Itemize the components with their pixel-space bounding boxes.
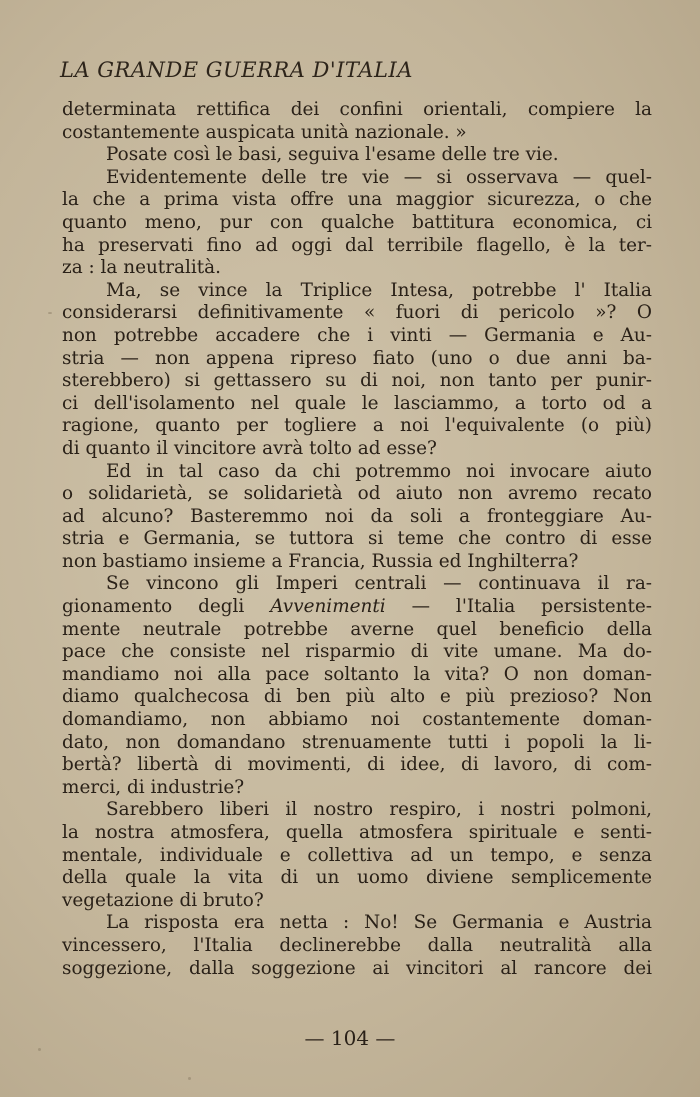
- page-number: — 104 —: [304, 1026, 396, 1050]
- text-line: La risposta era netta : No! Se Germania e Austria: [106, 912, 652, 934]
- text-line: diamo qualchecosa di ben più alto e più prezioso? Non: [62, 686, 652, 708]
- text-line: della quale la vita di un uomo diviene semplicemente: [62, 867, 652, 889]
- text-line: mente neutrale potrebbe averne quel beneficio della: [62, 618, 652, 640]
- text-line: ci dell'isolamento nel quale le lasciammo, a torto od a: [62, 392, 652, 414]
- text-line: considerarsi definitivamente « fuori di pericolo »? O: [62, 302, 652, 324]
- text-line: vincessero, l'Italia declinerebbe dalla neutralità alla: [62, 934, 652, 956]
- text-line: costantemente auspicata unità nazionale. »: [62, 121, 467, 143]
- body-text: [62, 99, 652, 980]
- text-line: domandiamo, non abbiamo noi costantemente doman-: [62, 709, 652, 731]
- text-line: mandiamo noi alla pace soltanto la vita? O non doman-: [62, 663, 652, 685]
- text-line: ad alcuno? Basteremmo noi da soli a fronteggiare Au-: [62, 505, 652, 527]
- text-line: Evidentemente delle tre vie — si osservava — quel-: [106, 166, 652, 188]
- text-line: pace che consiste nel risparmio di vite umane. Ma do-: [62, 641, 652, 663]
- text-line: bertà? libertà di movimenti, di idee, di lavoro, di com-: [62, 754, 652, 776]
- text-line: non potrebbe accadere che i vinti — Germania e Au-: [62, 324, 652, 346]
- text-line: di quanto il vincitore avrà tolto ad esse?: [62, 437, 437, 459]
- page-speck: [48, 312, 52, 314]
- text-line: la nostra atmosfera, quella atmosfera spirituale e senti-: [62, 822, 652, 843]
- text-line: ha preservati fino ad oggi dal terribile flagello, è la ter-: [62, 234, 652, 256]
- text-line: Se vincono gli Imperi centrali — continuava il ra-: [106, 573, 652, 595]
- text-line: vegetazione di bruto?: [62, 889, 264, 911]
- text-line: stria — non appena ripreso fiato (uno o due anni ba-: [62, 347, 652, 369]
- text-line: merci, di industrie?: [62, 776, 245, 798]
- text-line: o solidarietà, se solidarietà od aiuto non avremo recato: [62, 483, 652, 505]
- text-line: la che a prima vista offre una maggior sicurezza, o che: [62, 189, 652, 211]
- text-line: dato, non domandano strenuamente tutti i popoli la li-: [62, 731, 652, 753]
- text-line: ragione, quanto per togliere a noi l'equivalente (o più): [62, 415, 652, 437]
- text-line: sterebbero) si gettassero su di noi, non tanto per punir-: [62, 370, 652, 392]
- running-header: LA GRANDE GUERRA D'ITALIA: [60, 58, 413, 82]
- text-line: soggezione, dalla soggezione ai vincitori al rancore dei: [62, 957, 652, 979]
- text-line: mentale, individuale e collettiva ad un tempo, e senza: [62, 844, 652, 866]
- text-line: Posate così le basi, seguiva l'esame delle tre vie.: [106, 144, 559, 166]
- text-line: Sarebbero liberi il nostro respiro, i nostri polmoni,: [106, 799, 652, 821]
- text-line: quanto meno, pur con qualche battitura economica, ci: [62, 211, 652, 233]
- text-line: gionamento degli Avvenimenti — l'Italia persistente-: [62, 596, 652, 618]
- text-line: stria e Germania, se tuttora si teme che contro di esse: [62, 528, 652, 550]
- page-speck: [188, 1077, 191, 1080]
- text-line: determinata rettifica dei confini orientali, compiere la: [62, 99, 652, 120]
- text-line: Ed in tal caso da chi potremmo noi invocare aiuto: [106, 460, 652, 482]
- text-line: za : la neutralità.: [62, 257, 221, 279]
- text-line: non bastiamo insieme a Francia, Russia ed Inghilterra?: [62, 550, 579, 572]
- text-line: Ma, se vince la Triplice Intesa, potrebbe l' Italia: [106, 279, 652, 301]
